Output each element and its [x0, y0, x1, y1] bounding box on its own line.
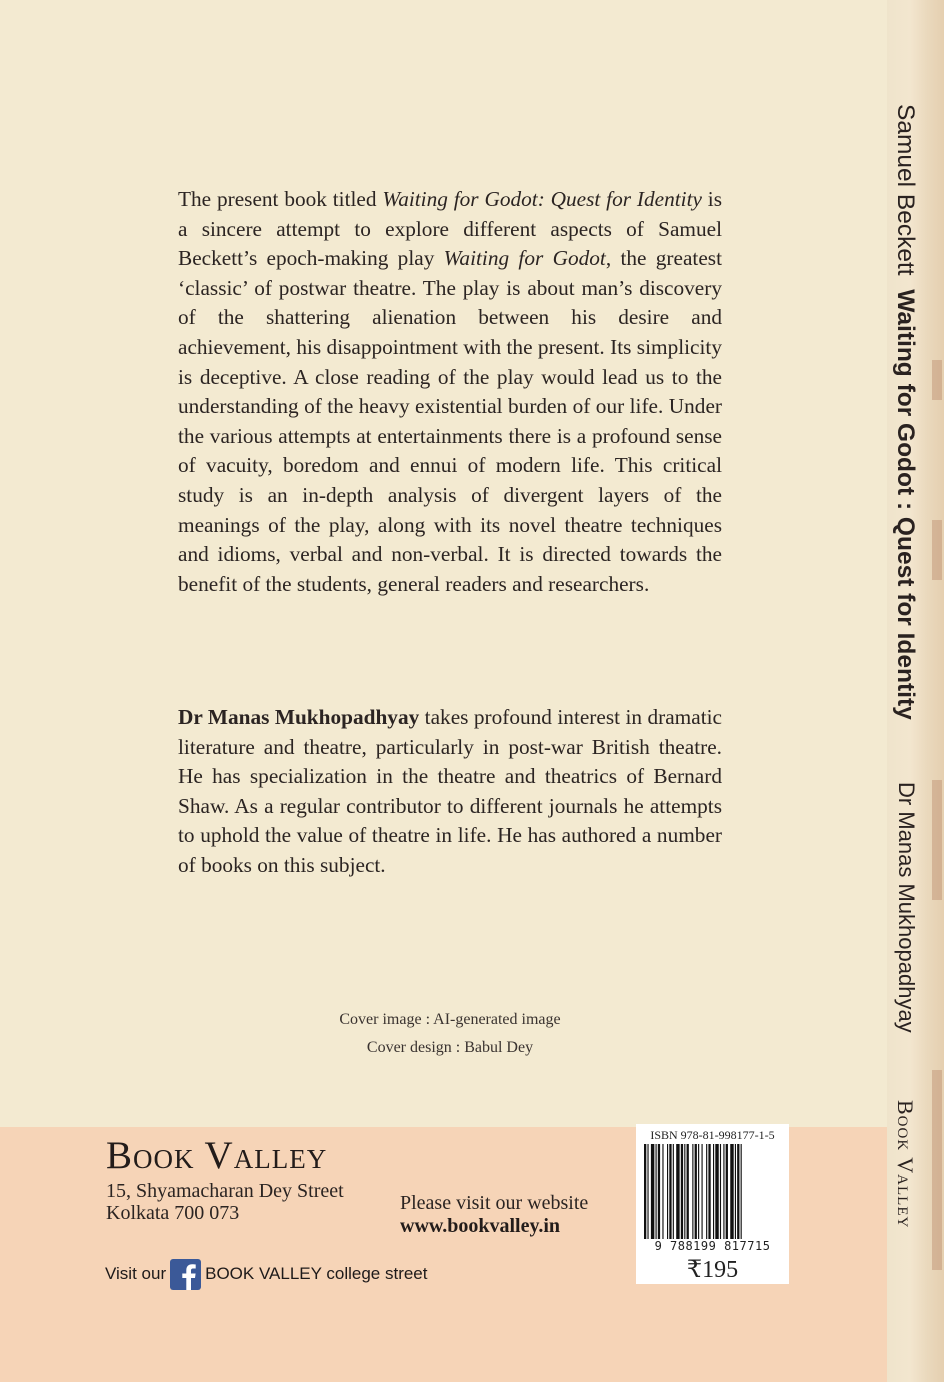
publisher-logo: Book Valley — [106, 1134, 328, 1177]
spine-texture — [932, 1070, 942, 1270]
barcode-bar — [715, 1144, 718, 1240]
publisher-address-line2: Kolkata 700 073 — [106, 1202, 240, 1224]
barcode-bar — [651, 1144, 654, 1240]
spine-author-subject: Samuel Beckett — [892, 104, 919, 276]
description-text: is a sincere attempt to explore different aspects of Samuel Beckett’s epoch-making play — [178, 187, 722, 271]
barcode-bar — [644, 1144, 646, 1252]
isbn-number: ISBN 978-81-998177-1-5 — [650, 1128, 775, 1142]
barcode-bar — [658, 1144, 660, 1240]
barcode-bar — [684, 1144, 685, 1240]
book-description — [178, 185, 722, 599]
barcode — [642, 1144, 784, 1254]
cover-design-credit: Cover design : Babul Dey — [366, 1039, 534, 1056]
barcode-bar — [698, 1144, 699, 1252]
barcode-bar — [656, 1144, 657, 1240]
barcode-bar — [673, 1144, 674, 1240]
barcode-bar — [706, 1144, 707, 1240]
spine-texture — [932, 520, 942, 580]
spine-book-title: Waiting for Godot : Quest for Identity — [892, 289, 919, 720]
barcode-bar — [687, 1144, 689, 1240]
facebook-icon — [170, 1259, 201, 1290]
barcode-bar — [735, 1144, 736, 1240]
facebook-page-name: BOOK VALLEY college street — [205, 1264, 428, 1283]
social-prefix: Visit our — [105, 1264, 167, 1283]
barcode-bar — [720, 1144, 721, 1240]
barcode-bar — [647, 1144, 648, 1252]
barcode-bar — [662, 1144, 663, 1240]
barcode-bar — [737, 1144, 739, 1240]
social-link[interactable] — [105, 1258, 428, 1290]
author-bio — [178, 703, 722, 881]
spine-texture — [932, 780, 942, 900]
website-prompt: Please visit our website — [400, 1192, 589, 1214]
cover-image-credit: Cover image : AI-generated image — [339, 1011, 561, 1028]
barcode-bar — [681, 1144, 683, 1240]
spine-title — [891, 104, 919, 720]
publisher-address-line1: 15, Shyamacharan Dey Street — [106, 1180, 344, 1202]
spine-texture — [932, 360, 942, 400]
description-text: The present book titled — [178, 187, 383, 211]
barcode-bar — [695, 1144, 697, 1252]
barcode-bar — [708, 1144, 710, 1240]
barcode-digits: 9 788199 817715 — [636, 1239, 789, 1253]
website-url[interactable]: www.bookvalley.in — [400, 1215, 561, 1237]
barcode-bar — [669, 1144, 671, 1240]
description-text: , the greatest ‘classic’ of postwar theatre. The play is about man’s discovery of the shattering alienation between his desire and achievement, his disappointment with the present. Its simplicity is deceptive. A close reading of the play would lead us to the understanding of the heavy existential burden of our life. Under the various attempts at entertainments there is a profound sense of vacuity, boredom and ennui of modern life. This critical study is an in-depth analysis of divergent layers of the meanings of the play, along with its novel theatre techniques and idioms, verbal and non-verbal. It is directed towards the benefit of the students, general readers and researchers. — [178, 246, 722, 596]
barcode-bar — [723, 1144, 724, 1240]
play-title-italic: Waiting for Godot — [443, 246, 606, 271]
barcode-bar — [692, 1144, 693, 1240]
barcode-bar — [702, 1144, 703, 1240]
spine-author: Dr Manas Mukhopadhyay — [894, 782, 919, 1033]
barcode-bar — [676, 1144, 679, 1240]
book-price: ₹195 — [686, 1257, 739, 1283]
author-bio-text: takes profound interest in dramatic literature and theatre, particularly in post-war British theatre. He has specialization in the theatre and theatrics of Bernard Shaw. As a regular contributor to different journals he attempts to uphold the value of theatre in life. He has authored a number of books on this subject. — [178, 705, 722, 877]
barcode-panel — [636, 1124, 789, 1284]
barcode-bar — [741, 1144, 742, 1252]
author-name: Dr Manas Mukhopadhyay — [178, 705, 420, 729]
spine-publisher: Book Valley — [893, 1100, 918, 1229]
barcode-bar — [726, 1144, 728, 1240]
barcode-bar — [730, 1144, 733, 1240]
barcode-bar — [713, 1144, 714, 1240]
barcode-bar — [667, 1144, 668, 1240]
book-title-italic: Waiting for Godot: Quest for Identity — [382, 187, 702, 211]
